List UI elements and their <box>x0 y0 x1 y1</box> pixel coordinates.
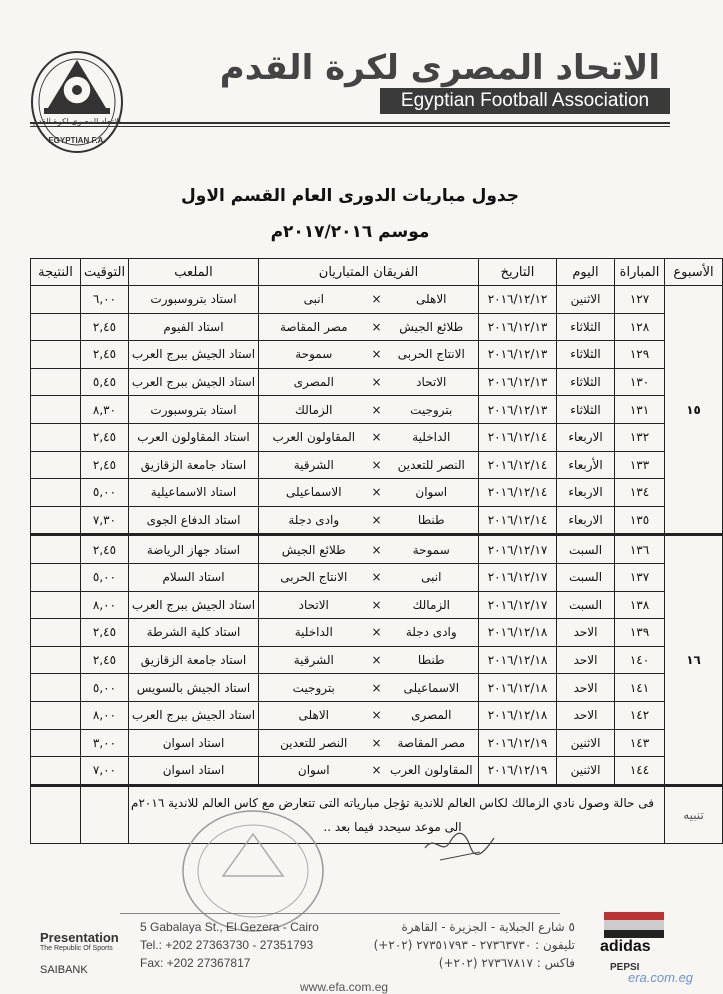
header-divider-thin <box>30 126 670 127</box>
away-team: طنطا <box>385 646 479 674</box>
result <box>31 701 81 729</box>
vs-mark: × <box>369 286 385 314</box>
home-team: انبى <box>259 286 369 314</box>
venue: استاد اسوان <box>129 757 259 786</box>
venue: استاد الفيوم <box>129 313 259 341</box>
vs-mark: × <box>369 535 385 564</box>
match-day: الاثنين <box>557 286 615 314</box>
match-date: ٢٠١٦/١٢/١٣ <box>479 368 557 396</box>
kickoff-time: ٥,٠٠ <box>81 563 129 591</box>
result <box>31 396 81 424</box>
schedule-body <box>31 286 723 844</box>
ea-flag-icon <box>604 912 664 938</box>
venue: استاد بتروسبورت <box>129 286 259 314</box>
home-team: اسوان <box>259 757 369 786</box>
table-row <box>31 535 723 564</box>
away-team: انبى <box>385 563 479 591</box>
match-number: ١٣٩ <box>615 619 665 647</box>
schedule-table <box>30 258 723 844</box>
venue: استاد جامعة الزقازيق <box>129 451 259 479</box>
kickoff-time: ٥,٤٥ <box>81 368 129 396</box>
home-team: مصر المقاصة <box>259 313 369 341</box>
col-header-week: الأسبوع <box>665 259 723 286</box>
col-header-teams: الفريقان المتباريان <box>259 259 479 286</box>
match-number: ١٤٣ <box>615 729 665 757</box>
result <box>31 423 81 451</box>
col-header-result: النتيجة <box>31 259 81 286</box>
match-date: ٢٠١٦/١٢/١٨ <box>479 701 557 729</box>
result <box>31 674 81 702</box>
vs-mark: × <box>369 563 385 591</box>
away-team: الاهلى <box>385 286 479 314</box>
match-day: الاحد <box>557 674 615 702</box>
match-number: ١٣٠ <box>615 368 665 396</box>
vs-mark: × <box>369 451 385 479</box>
match-date: ٢٠١٦/١٢/١٧ <box>479 591 557 619</box>
vs-mark: × <box>369 313 385 341</box>
address-en-phone: Tel.: +202 27363730 - 27351793 <box>140 938 314 952</box>
official-stamp <box>178 806 328 936</box>
match-date: ٢٠١٦/١٢/١٧ <box>479 535 557 564</box>
table-row <box>31 591 723 619</box>
venue: استاد الجيش بالسويس <box>129 674 259 702</box>
header-divider <box>30 122 670 124</box>
vs-mark: × <box>369 701 385 729</box>
table-row <box>31 674 723 702</box>
address-ar <box>345 918 575 972</box>
table-header-row <box>31 259 723 286</box>
vs-mark: × <box>369 368 385 396</box>
match-date: ٢٠١٦/١٢/١٧ <box>479 563 557 591</box>
address-ar-fax: فاكس : ٢٧٣٦٧٨١٧ (٢٠٢+) <box>438 956 575 970</box>
away-team: طنطا <box>385 506 479 535</box>
col-header-match: المباراة <box>615 259 665 286</box>
away-team: طلائع الجيش <box>385 313 479 341</box>
match-date: ٢٠١٦/١٢/١٨ <box>479 646 557 674</box>
home-team: وادى دجلة <box>259 506 369 535</box>
vs-mark: × <box>369 396 385 424</box>
match-number: ١٣٥ <box>615 506 665 535</box>
note-line-1: فى حالة وصول نادي الزمالك لكاس العالم للاندية تؤجل مبارياته التى تتعارض مع كاس العالم للاندية ٢٠١٦م <box>131 795 654 810</box>
away-team: المقاولون العرب <box>385 757 479 786</box>
result <box>31 563 81 591</box>
match-day: الاثنين <box>557 757 615 786</box>
match-number: ١٣٢ <box>615 423 665 451</box>
result <box>31 313 81 341</box>
table-row <box>31 286 723 314</box>
venue: استاد الجيش ببرج العرب <box>129 341 259 369</box>
match-number: ١٣١ <box>615 396 665 424</box>
address-en-street: 5 Gabalaya St., El Gezera - Cairo <box>140 920 319 934</box>
match-date: ٢٠١٦/١٢/١٨ <box>479 674 557 702</box>
address-ar-street: ٥ شارع الجبلاية - الجزيرة - القاهرة <box>401 920 575 934</box>
result <box>31 506 81 535</box>
venue: استاد جامعة الزقازيق <box>129 646 259 674</box>
match-date: ٢٠١٦/١٢/١٩ <box>479 757 557 786</box>
venue: استاد السلام <box>129 563 259 591</box>
vs-mark: × <box>369 506 385 535</box>
result <box>31 341 81 369</box>
match-number: ١٢٨ <box>615 313 665 341</box>
match-date: ٢٠١٦/١٢/١٤ <box>479 506 557 535</box>
kickoff-time: ٣,٠٠ <box>81 729 129 757</box>
signature <box>420 826 500 866</box>
efa-logo <box>30 50 125 158</box>
away-team: النصر للتعدين <box>385 451 479 479</box>
away-team: الاتحاد <box>385 368 479 396</box>
result <box>31 646 81 674</box>
match-day: الأربعاء <box>557 451 615 479</box>
table-row <box>31 368 723 396</box>
address-en-fax: Fax: +202 27367817 <box>140 956 251 970</box>
table-row <box>31 451 723 479</box>
result <box>31 479 81 507</box>
vs-mark: × <box>369 646 385 674</box>
match-number: ١٣٤ <box>615 479 665 507</box>
match-number: ١٤٤ <box>615 757 665 786</box>
match-date: ٢٠١٦/١٢/١٣ <box>479 313 557 341</box>
match-date: ٢٠١٦/١٢/١٤ <box>479 423 557 451</box>
table-row <box>31 506 723 535</box>
vs-mark: × <box>369 729 385 757</box>
venue: استاد الاسماعيلية <box>129 479 259 507</box>
footer-divider <box>120 913 560 914</box>
note-result-blank <box>31 785 81 843</box>
vs-mark: × <box>369 619 385 647</box>
sponsor-presentation-tagline: The Republic Of Sports <box>40 945 113 952</box>
match-day: الاثنين <box>557 729 615 757</box>
away-team: بتروجيت <box>385 396 479 424</box>
note-line-2: الى موعد سيحدد فيما بعد .. <box>323 819 462 834</box>
match-date: ٢٠١٦/١٢/١٢ <box>479 286 557 314</box>
home-team: المصرى <box>259 368 369 396</box>
table-row <box>31 646 723 674</box>
table-row <box>31 396 723 424</box>
match-date: ٢٠١٦/١٢/١٩ <box>479 729 557 757</box>
note-time-blank <box>81 785 129 843</box>
venue: استاد الجيش ببرج العرب <box>129 368 259 396</box>
kickoff-time: ٦,٠٠ <box>81 286 129 314</box>
home-team: الزمالك <box>259 396 369 424</box>
venue: استاد الجيش ببرج العرب <box>129 701 259 729</box>
kickoff-time: ٨,٠٠ <box>81 701 129 729</box>
match-date: ٢٠١٦/١٢/١٤ <box>479 451 557 479</box>
away-team: سموحة <box>385 535 479 564</box>
away-team: اسوان <box>385 479 479 507</box>
logo-text-ar: الاتحاد المصرى لكرة القدم <box>32 117 122 126</box>
kickoff-time: ٢,٤٥ <box>81 451 129 479</box>
match-number: ١٤٠ <box>615 646 665 674</box>
table-row <box>31 729 723 757</box>
kickoff-time: ٨,٠٠ <box>81 591 129 619</box>
vs-mark: × <box>369 479 385 507</box>
kickoff-time: ٨,٣٠ <box>81 396 129 424</box>
season-label: موسم ٢٠١٧/٢٠١٦م <box>270 222 430 242</box>
match-day: الاحد <box>557 701 615 729</box>
match-number: ١٣٨ <box>615 591 665 619</box>
match-day: الاحد <box>557 619 615 647</box>
away-team: مصر المقاصة <box>385 729 479 757</box>
away-team: الداخلية <box>385 423 479 451</box>
week-number: ١٦ <box>665 535 723 785</box>
kickoff-time: ٢,٤٥ <box>81 535 129 564</box>
match-number: ١٣٧ <box>615 563 665 591</box>
match-day: الثلاثاء <box>557 368 615 396</box>
match-day: السبت <box>557 535 615 564</box>
logo-text-en: EGYPTIAN F.A. <box>48 136 106 145</box>
home-team: طلائع الجيش <box>259 535 369 564</box>
match-date: ٢٠١٦/١٢/١٤ <box>479 479 557 507</box>
result <box>31 757 81 786</box>
home-team: سموحة <box>259 341 369 369</box>
table-row <box>31 619 723 647</box>
home-team: النصر للتعدين <box>259 729 369 757</box>
match-date: ٢٠١٦/١٢/١٣ <box>479 396 557 424</box>
kickoff-time: ٢,٤٥ <box>81 423 129 451</box>
result <box>31 591 81 619</box>
note-label: تنبيه <box>665 785 723 843</box>
home-team: المقاولون العرب <box>259 423 369 451</box>
match-day: الاربعاء <box>557 479 615 507</box>
kickoff-time: ٧,٣٠ <box>81 506 129 535</box>
match-number: ١٤٢ <box>615 701 665 729</box>
match-date: ٢٠١٦/١٢/١٣ <box>479 341 557 369</box>
vs-mark: × <box>369 341 385 369</box>
result <box>31 729 81 757</box>
kickoff-time: ٢,٤٥ <box>81 619 129 647</box>
away-team: الانتاج الحربى <box>385 341 479 369</box>
match-day: الاربعاء <box>557 423 615 451</box>
vs-mark: × <box>369 591 385 619</box>
note-row <box>31 785 723 843</box>
result <box>31 451 81 479</box>
col-header-day: اليوم <box>557 259 615 286</box>
week-number: ١٥ <box>665 286 723 535</box>
match-number: ١٣٣ <box>615 451 665 479</box>
federation-title-ar: الاتحاد المصرى لكرة القدم <box>219 48 660 88</box>
match-day: الاحد <box>557 646 615 674</box>
sponsor-saibank: SAIBANK <box>40 964 88 976</box>
watermark: era.com.eg <box>628 970 694 985</box>
home-team: الشرقية <box>259 451 369 479</box>
match-number: ١٢٩ <box>615 341 665 369</box>
kickoff-time: ٢,٤٥ <box>81 341 129 369</box>
vs-mark: × <box>369 423 385 451</box>
sponsor-adidas: adidas <box>600 938 651 955</box>
away-team: وادى دجلة <box>385 619 479 647</box>
federation-title-en: Egyptian Football Association <box>380 88 670 114</box>
venue: استاد جهاز الرياضة <box>129 535 259 564</box>
table-row <box>31 701 723 729</box>
kickoff-time: ٧,٠٠ <box>81 757 129 786</box>
table-row <box>31 757 723 786</box>
result <box>31 619 81 647</box>
result <box>31 368 81 396</box>
kickoff-time: ٢,٤٥ <box>81 313 129 341</box>
kickoff-time: ٥,٠٠ <box>81 479 129 507</box>
schedule-title: جدول مباريات الدورى العام القسم الاول <box>181 186 519 206</box>
home-team: الاسماعيلى <box>259 479 369 507</box>
col-header-venue: الملعب <box>129 259 259 286</box>
result <box>31 286 81 314</box>
result <box>31 535 81 564</box>
home-team: الداخلية <box>259 619 369 647</box>
home-team: الاهلى <box>259 701 369 729</box>
away-team: الزمالك <box>385 591 479 619</box>
match-number: ١٢٧ <box>615 286 665 314</box>
venue: استاد كلية الشرطة <box>129 619 259 647</box>
match-day: السبت <box>557 591 615 619</box>
website-link[interactable]: www.efa.com.eg <box>300 980 389 994</box>
col-header-time: التوقيت <box>81 259 129 286</box>
venue: استاد الدفاع الجوى <box>129 506 259 535</box>
vs-mark: × <box>369 757 385 786</box>
match-day: الثلاثاء <box>557 313 615 341</box>
table-row <box>31 479 723 507</box>
match-number: ١٣٦ <box>615 535 665 564</box>
match-day: الاربعاء <box>557 506 615 535</box>
sponsor-presentation-name: Presentation <box>40 930 119 945</box>
venue: استاد المقاولون العرب <box>129 423 259 451</box>
home-team: الشرقية <box>259 646 369 674</box>
away-team: المصرى <box>385 701 479 729</box>
sponsor-presentation <box>40 930 119 952</box>
kickoff-time: ٥,٠٠ <box>81 674 129 702</box>
table-row <box>31 423 723 451</box>
match-day: السبت <box>557 563 615 591</box>
venue: استاد اسوان <box>129 729 259 757</box>
match-number: ١٤١ <box>615 674 665 702</box>
table-row <box>31 341 723 369</box>
away-team: الاسماعيلى <box>385 674 479 702</box>
col-header-date: التاريخ <box>479 259 557 286</box>
venue: استاد الجيش ببرج العرب <box>129 591 259 619</box>
table-row <box>31 313 723 341</box>
vs-mark: × <box>369 674 385 702</box>
home-team: الاتحاد <box>259 591 369 619</box>
match-day: الثلاثاء <box>557 341 615 369</box>
venue: استاد بتروسبورت <box>129 396 259 424</box>
home-team: الانتاج الحربى <box>259 563 369 591</box>
address-ar-phone: تليفون : ٢٧٣٦٣٧٣٠ - ٢٧٣٥١٧٩٣ (٢٠٢+) <box>373 938 575 952</box>
kickoff-time: ٢,٤٥ <box>81 646 129 674</box>
match-date: ٢٠١٦/١٢/١٨ <box>479 619 557 647</box>
home-team: بتروجيت <box>259 674 369 702</box>
sponsor-pepsi: PEPSI <box>610 962 640 973</box>
match-day: الثلاثاء <box>557 396 615 424</box>
table-row <box>31 563 723 591</box>
address-en <box>140 918 340 972</box>
